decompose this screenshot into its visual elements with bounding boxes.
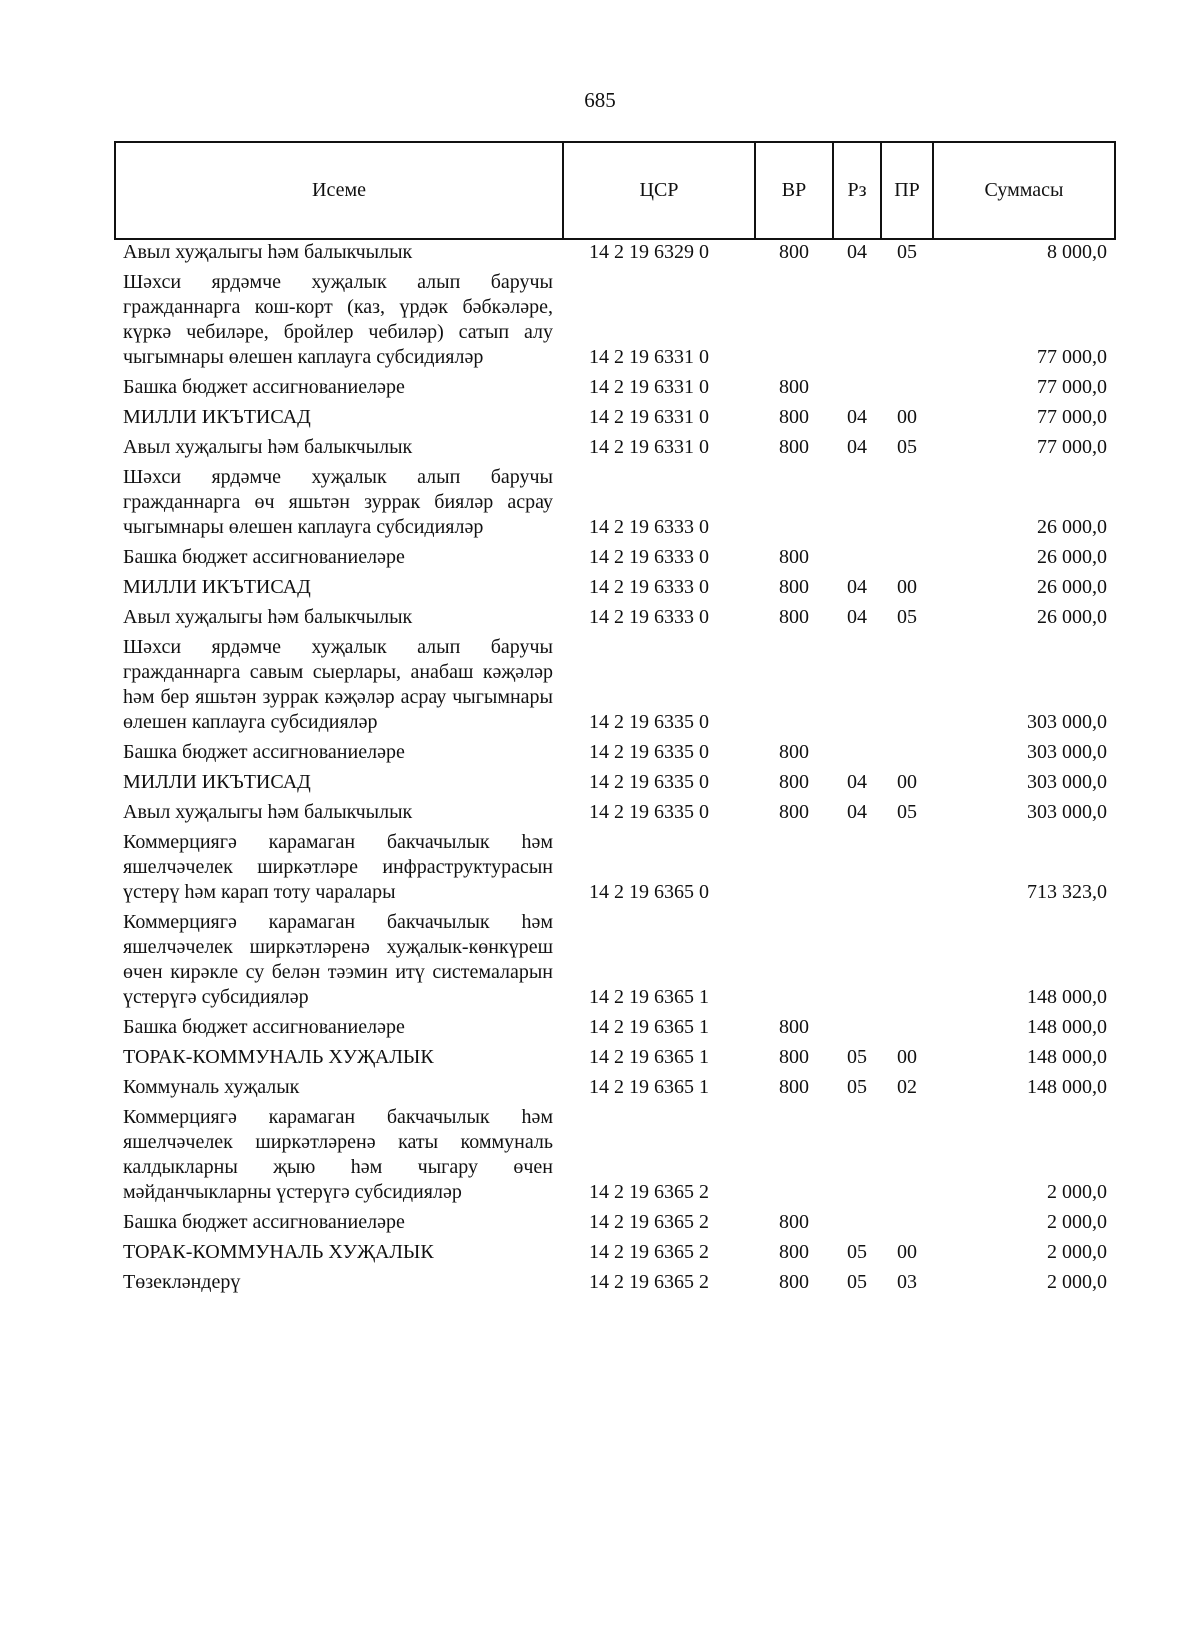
cell-vr: 800 xyxy=(779,1271,809,1293)
cell-csr: 14 2 19 6331 0 xyxy=(589,376,709,398)
row-name-text: Башка бюджет ассигнованиеләре xyxy=(123,1016,405,1038)
cell-name xyxy=(115,635,563,740)
table-row xyxy=(115,1210,1115,1240)
cell-sum: 303 000,0 xyxy=(1027,711,1107,733)
cell-csr: 14 2 19 6331 0 xyxy=(589,406,709,428)
table-row xyxy=(115,1045,1115,1075)
row-name-text: Коммерциягә карамаган бакчачылык һәм яшелчәчелек ширкәтләренә каты коммуналь калдыкларны җыю һәм чыгару өчен мәйданчыкларны үстерүгә субсидияләр xyxy=(123,1106,553,1203)
table-row xyxy=(115,770,1115,800)
row-name-text: МИЛЛИ ИКЪТИСАД xyxy=(123,406,311,428)
cell-pr xyxy=(881,375,933,405)
cell-sum: 2 000,0 xyxy=(1047,1271,1107,1293)
cell-rz: 04 xyxy=(847,801,867,823)
table-row xyxy=(115,239,1115,270)
cell-name xyxy=(115,770,563,800)
table-row xyxy=(115,1270,1115,1300)
cell-vr xyxy=(755,830,833,910)
table-row xyxy=(115,1105,1115,1210)
cell-sum: 148 000,0 xyxy=(1027,1076,1107,1098)
cell-vr: 800 xyxy=(779,1241,809,1263)
cell-pr xyxy=(881,1015,933,1045)
cell-name xyxy=(115,575,563,605)
cell-vr: 800 xyxy=(779,1076,809,1098)
cell-csr: 14 2 19 6365 1 xyxy=(589,986,709,1008)
cell-pr: 05 xyxy=(897,801,917,823)
cell-pr xyxy=(881,830,933,910)
cell-csr: 14 2 19 6365 1 xyxy=(589,1046,709,1068)
cell-name xyxy=(115,1075,563,1105)
table-body xyxy=(115,239,1115,1300)
cell-sum: 303 000,0 xyxy=(1027,801,1107,823)
cell-rz xyxy=(833,270,881,375)
table-row xyxy=(115,740,1115,770)
cell-name xyxy=(115,1045,563,1075)
cell-name xyxy=(115,830,563,910)
cell-rz: 04 xyxy=(847,436,867,458)
cell-vr xyxy=(755,635,833,740)
cell-pr: 00 xyxy=(897,406,917,428)
header-sum: Суммасы xyxy=(933,142,1115,239)
cell-sum: 148 000,0 xyxy=(1027,1046,1107,1068)
table-row xyxy=(115,635,1115,740)
cell-vr: 800 xyxy=(779,801,809,823)
cell-name xyxy=(115,239,563,270)
cell-sum: 26 000,0 xyxy=(1037,546,1107,568)
cell-rz xyxy=(833,1015,881,1045)
cell-name xyxy=(115,1015,563,1045)
row-name-text: Башка бюджет ассигнованиеләре xyxy=(123,376,405,398)
page-number: 685 xyxy=(584,88,616,112)
cell-csr: 14 2 19 6335 0 xyxy=(589,711,709,733)
cell-vr: 800 xyxy=(779,576,809,598)
cell-csr: 14 2 19 6365 2 xyxy=(589,1211,709,1233)
table-row xyxy=(115,575,1115,605)
row-name-text: Шәхси ярдәмче хуҗалык алып баручы гражданнарга савым сыерлары, анабаш кәҗәләр һәм бер яшьтән зуррак кәҗәләр асрау чыгымнары өлешен каплауга субсидияләр xyxy=(123,636,553,733)
row-name-text: Шәхси ярдәмче хуҗалык алып баручы гражданнарга өч яшьтән зуррак бияләр асрау чыгымнары өлешен каплауга субсидияләр xyxy=(123,466,553,538)
cell-csr: 14 2 19 6365 2 xyxy=(589,1241,709,1263)
cell-rz xyxy=(833,910,881,1015)
row-name-text: МИЛЛИ ИКЪТИСАД xyxy=(123,771,311,793)
cell-sum: 26 000,0 xyxy=(1037,576,1107,598)
table-row xyxy=(115,270,1115,375)
cell-name xyxy=(115,1105,563,1210)
table-row xyxy=(115,605,1115,635)
cell-name xyxy=(115,435,563,465)
cell-pr xyxy=(881,545,933,575)
row-name-text: ТОРАК-КОММУНАЛЬ ХУҖАЛЫК xyxy=(123,1241,434,1263)
table-row xyxy=(115,800,1115,830)
table-row xyxy=(115,435,1115,465)
cell-pr: 00 xyxy=(897,1046,917,1068)
cell-vr xyxy=(755,270,833,375)
cell-name xyxy=(115,405,563,435)
cell-name xyxy=(115,1270,563,1300)
cell-csr: 14 2 19 6365 1 xyxy=(589,1076,709,1098)
cell-sum: 77 000,0 xyxy=(1037,436,1107,458)
cell-pr: 00 xyxy=(897,771,917,793)
cell-csr: 14 2 19 6333 0 xyxy=(589,606,709,628)
cell-sum: 148 000,0 xyxy=(1027,986,1107,1008)
cell-csr: 14 2 19 6365 1 xyxy=(589,1016,709,1038)
cell-vr xyxy=(755,1105,833,1210)
cell-pr: 05 xyxy=(897,241,917,263)
table-row xyxy=(115,405,1115,435)
cell-name xyxy=(115,270,563,375)
cell-pr xyxy=(881,270,933,375)
cell-vr: 800 xyxy=(779,546,809,568)
cell-csr: 14 2 19 6333 0 xyxy=(589,546,709,568)
cell-sum: 148 000,0 xyxy=(1027,1016,1107,1038)
cell-sum: 26 000,0 xyxy=(1037,606,1107,628)
cell-vr: 800 xyxy=(779,1046,809,1068)
table-row xyxy=(115,1240,1115,1270)
table-row xyxy=(115,465,1115,545)
cell-sum: 303 000,0 xyxy=(1027,771,1107,793)
cell-vr: 800 xyxy=(779,376,809,398)
cell-csr: 14 2 19 6331 0 xyxy=(589,436,709,458)
cell-sum: 713 323,0 xyxy=(1027,881,1107,903)
cell-name xyxy=(115,740,563,770)
cell-vr: 800 xyxy=(779,771,809,793)
cell-csr: 14 2 19 6333 0 xyxy=(589,516,709,538)
cell-pr xyxy=(881,1210,933,1240)
cell-name xyxy=(115,605,563,635)
cell-sum: 77 000,0 xyxy=(1037,346,1107,368)
cell-rz xyxy=(833,740,881,770)
cell-sum: 8 000,0 xyxy=(1047,241,1107,263)
header-vr: ВР xyxy=(755,142,833,239)
cell-sum: 2 000,0 xyxy=(1047,1211,1107,1233)
header-name: Исеме xyxy=(115,142,563,239)
table-row xyxy=(115,910,1115,1015)
cell-vr: 800 xyxy=(779,1016,809,1038)
cell-name xyxy=(115,375,563,405)
row-name-text: Коммуналь хуҗалык xyxy=(123,1076,300,1098)
cell-vr: 800 xyxy=(779,741,809,763)
cell-csr: 14 2 19 6365 2 xyxy=(589,1181,709,1203)
cell-pr xyxy=(881,910,933,1015)
cell-sum: 2 000,0 xyxy=(1047,1241,1107,1263)
row-name-text: Авыл хуҗалыгы һәм балыкчылык xyxy=(123,606,413,628)
row-name-text: Авыл хуҗалыгы һәм балыкчылык xyxy=(123,436,413,458)
cell-rz: 05 xyxy=(847,1076,867,1098)
cell-rz xyxy=(833,1210,881,1240)
cell-rz: 04 xyxy=(847,771,867,793)
cell-csr: 14 2 19 6331 0 xyxy=(589,346,709,368)
cell-rz: 04 xyxy=(847,406,867,428)
header-row xyxy=(115,142,1115,239)
cell-vr: 800 xyxy=(779,406,809,428)
cell-rz: 05 xyxy=(847,1271,867,1293)
cell-sum: 77 000,0 xyxy=(1037,406,1107,428)
row-name-text: Авыл хуҗалыгы һәм балыкчылык xyxy=(123,801,413,823)
table-row xyxy=(115,830,1115,910)
cell-pr: 00 xyxy=(897,1241,917,1263)
cell-name xyxy=(115,465,563,545)
cell-name xyxy=(115,545,563,575)
row-name-text: Коммерциягә карамаган бакчачылык һәм яшелчәчелек ширкәтләре инфраструктурасын үстерү һәм карап тоту чаралары xyxy=(123,831,553,903)
cell-pr: 00 xyxy=(897,576,917,598)
cell-csr: 14 2 19 6335 0 xyxy=(589,771,709,793)
budget-table xyxy=(114,141,1116,1300)
cell-csr: 14 2 19 6365 2 xyxy=(589,1271,709,1293)
cell-rz xyxy=(833,545,881,575)
row-name-text: Авыл хуҗалыгы һәм балыкчылык xyxy=(123,241,413,263)
cell-rz: 05 xyxy=(847,1046,867,1068)
header-rz: Рз xyxy=(833,142,881,239)
cell-rz: 04 xyxy=(847,576,867,598)
cell-rz xyxy=(833,465,881,545)
cell-pr: 05 xyxy=(897,436,917,458)
cell-rz: 04 xyxy=(847,241,867,263)
row-name-text: ТОРАК-КОММУНАЛЬ ХУҖАЛЫК xyxy=(123,1046,434,1068)
table-row xyxy=(115,375,1115,405)
cell-pr xyxy=(881,1105,933,1210)
cell-pr xyxy=(881,465,933,545)
cell-rz: 04 xyxy=(847,606,867,628)
cell-vr: 800 xyxy=(779,241,809,263)
cell-pr xyxy=(881,635,933,740)
cell-rz xyxy=(833,830,881,910)
row-name-text: Башка бюджет ассигнованиеләре xyxy=(123,741,405,763)
row-name-text: МИЛЛИ ИКЪТИСАД xyxy=(123,576,311,598)
cell-sum: 77 000,0 xyxy=(1037,376,1107,398)
cell-pr: 05 xyxy=(897,606,917,628)
table-row xyxy=(115,545,1115,575)
cell-name xyxy=(115,1240,563,1270)
row-name-text: Шәхси ярдәмче хуҗалык алып баручы гражданнарга кош-корт (каз, үрдәк бәбкәләре, күркә чебиләре, бройлер чебиләр) сатып алу чыгымнары өлешен каплауга субсидияләр xyxy=(123,271,553,368)
cell-rz xyxy=(833,1105,881,1210)
cell-pr: 02 xyxy=(897,1076,917,1098)
cell-name xyxy=(115,910,563,1015)
cell-rz: 05 xyxy=(847,1241,867,1263)
cell-csr: 14 2 19 6329 0 xyxy=(589,241,709,263)
row-name-text: Коммерциягә карамаган бакчачылык һәм яшелчәчелек ширкәтләренә хуҗалык-көнкүреш өчен кирәкле су белән тәэмин итү системаларын үстерүгә субсидияләр xyxy=(123,911,553,1008)
cell-csr: 14 2 19 6335 0 xyxy=(589,741,709,763)
cell-rz xyxy=(833,635,881,740)
cell-csr: 14 2 19 6333 0 xyxy=(589,576,709,598)
row-name-text: Башка бюджет ассигнованиеләре xyxy=(123,1211,405,1233)
cell-csr: 14 2 19 6365 0 xyxy=(589,881,709,903)
table-row xyxy=(115,1015,1115,1045)
cell-pr xyxy=(881,740,933,770)
cell-sum: 26 000,0 xyxy=(1037,516,1107,538)
cell-vr xyxy=(755,910,833,1015)
row-name-text: Төзекләндерү xyxy=(123,1271,241,1293)
cell-sum: 303 000,0 xyxy=(1027,741,1107,763)
header-csr: ЦСР xyxy=(563,142,755,239)
cell-pr: 03 xyxy=(897,1271,917,1293)
cell-vr: 800 xyxy=(779,606,809,628)
cell-rz xyxy=(833,375,881,405)
row-name-text: Башка бюджет ассигнованиеләре xyxy=(123,546,405,568)
cell-name xyxy=(115,1210,563,1240)
cell-name xyxy=(115,800,563,830)
cell-csr: 14 2 19 6335 0 xyxy=(589,801,709,823)
table-row xyxy=(115,1075,1115,1105)
cell-vr xyxy=(755,465,833,545)
table-header xyxy=(115,142,1115,239)
header-pr: ПР xyxy=(881,142,933,239)
cell-vr: 800 xyxy=(779,436,809,458)
cell-sum: 2 000,0 xyxy=(1047,1181,1107,1203)
cell-vr: 800 xyxy=(779,1211,809,1233)
